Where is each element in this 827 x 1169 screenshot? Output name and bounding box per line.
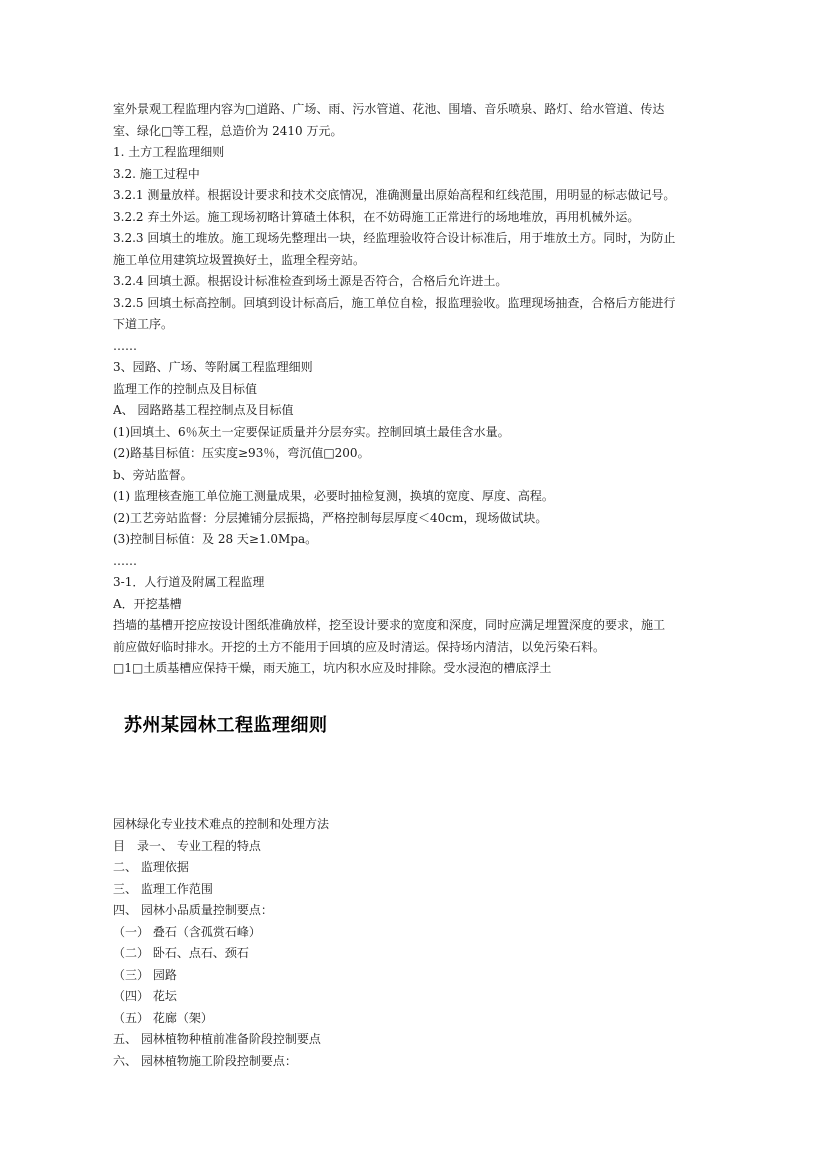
toc-line: 六、 园林植物施工阶段控制要点： — [113, 1053, 297, 1068]
intro-line: 3-1．人行道及附属工程监理 — [113, 575, 265, 589]
intro-line: 3.2.1 测量放样。根据设计要求和技术交底情况，准确测量出原始高程和红线范围，用明显的标志做记号。 — [113, 188, 676, 202]
intro-line: …… — [113, 553, 137, 568]
table-of-contents — [113, 814, 715, 1072]
intro-line: b、旁站监督。 — [113, 467, 193, 482]
intro-line: (1) 监理核查施工单位施工测量成果，必要时抽检复测，换填的宽度、厚度、高程。 — [113, 489, 554, 503]
document-title: 苏州某园林工程监理细则 — [124, 715, 328, 736]
toc-line: （三） 园路 — [113, 967, 177, 982]
intro-line: (2)路基目标值：压实度≥93％，弯沉值□200。 — [113, 446, 370, 460]
toc-line: （二） 卧石、点石、颈石 — [113, 946, 249, 960]
toc-line: （四） 花坛 — [113, 989, 177, 1003]
intro-line: 前应做好临时排水。开挖的土方不能用于回填的应及时清运。保持场内清洁，以免污染石料。 — [113, 639, 606, 654]
intro-line: □1□土质基槽应保持干燥，雨天施工，坑内积水应及时排除。受水浸泡的槽底浮土 — [113, 661, 552, 675]
intro-line: 3.2.5 回填土标高控制。回填到设计标高后，施工单位自检，报监理验收。监理现场抽查，合格后方能进行 — [113, 295, 676, 310]
intro-line: 室外景观工程监理内容为□道路、广场、雨、污水管道、花池、围墙、音乐喷泉、路灯、给水管道、传达 — [113, 102, 665, 116]
intro-line: A．开挖基槽 — [113, 596, 182, 611]
toc-line: 五、 园林植物种植前准备阶段控制要点 — [113, 1032, 321, 1046]
intro-line: (1)回填土、6％灰土一定要保证质量并分层夯实。控制回填土最佳含水量。 — [113, 424, 510, 439]
toc-line: 二、 监理依据 — [113, 860, 189, 874]
toc-line: （五） 花廊（架） — [113, 1010, 213, 1025]
toc-line: 四、 园林小品质量控制要点： — [113, 903, 273, 917]
intro-line: 3.2. 施工过程中 — [113, 166, 200, 181]
intro-line: (3)控制目标值：及 28 天≥1.0Mpa。 — [113, 532, 318, 546]
toc-line: （一） 叠石（含孤赏石峰） — [113, 924, 261, 939]
intro-line: 3、园路、广场、等附属工程监理细则 — [113, 360, 313, 374]
intro-line: 下道工序。 — [113, 317, 174, 331]
intro-line: 3.2.3 回填土的堆放。施工现场先整理出一块，经监理验收符合设计标准后，用于堆放土方。同时，为防止 — [113, 231, 676, 245]
intro-section — [113, 99, 715, 680]
toc-line: 三、 监理工作范围 — [113, 881, 213, 896]
intro-line: 监理工作的控制点及目标值 — [113, 381, 258, 396]
intro-line: 室、绿化□等工程，总造价为 2410 万元。 — [113, 123, 343, 138]
intro-line: 3.2.2 弃土外运。施工现场初略计算碴土体积，在不妨碍施工正常进行的场地堆放，再用机械外运。 — [113, 209, 640, 224]
intro-line: 1. 土方工程监理细则 — [113, 145, 225, 159]
intro-line: 施工单位用建筑垃圾置换好土，监理全程旁站。 — [113, 252, 366, 267]
intro-line: 挡墙的基槽开挖应按设计图纸准确放样，挖至设计要求的宽度和深度，同时应满足埋置深度的要求，施工 — [113, 618, 666, 632]
intro-line: …… — [113, 338, 137, 353]
toc-line: 目 录一、 专业工程的特点 — [113, 838, 261, 853]
intro-line: A、 园路路基工程控制点及目标值 — [113, 403, 294, 417]
intro-line: 3.2.4 回填土源。根据设计标准检查到场土源是否符合，合格后允许进土。 — [113, 274, 508, 288]
toc-line: 园林绿化专业技术难点的控制和处理方法 — [113, 817, 330, 831]
intro-line: (2)工艺旁站监督：分层摊铺分层振捣，严格控制每层厚度＜40cm，现场做试块。 — [113, 510, 548, 525]
